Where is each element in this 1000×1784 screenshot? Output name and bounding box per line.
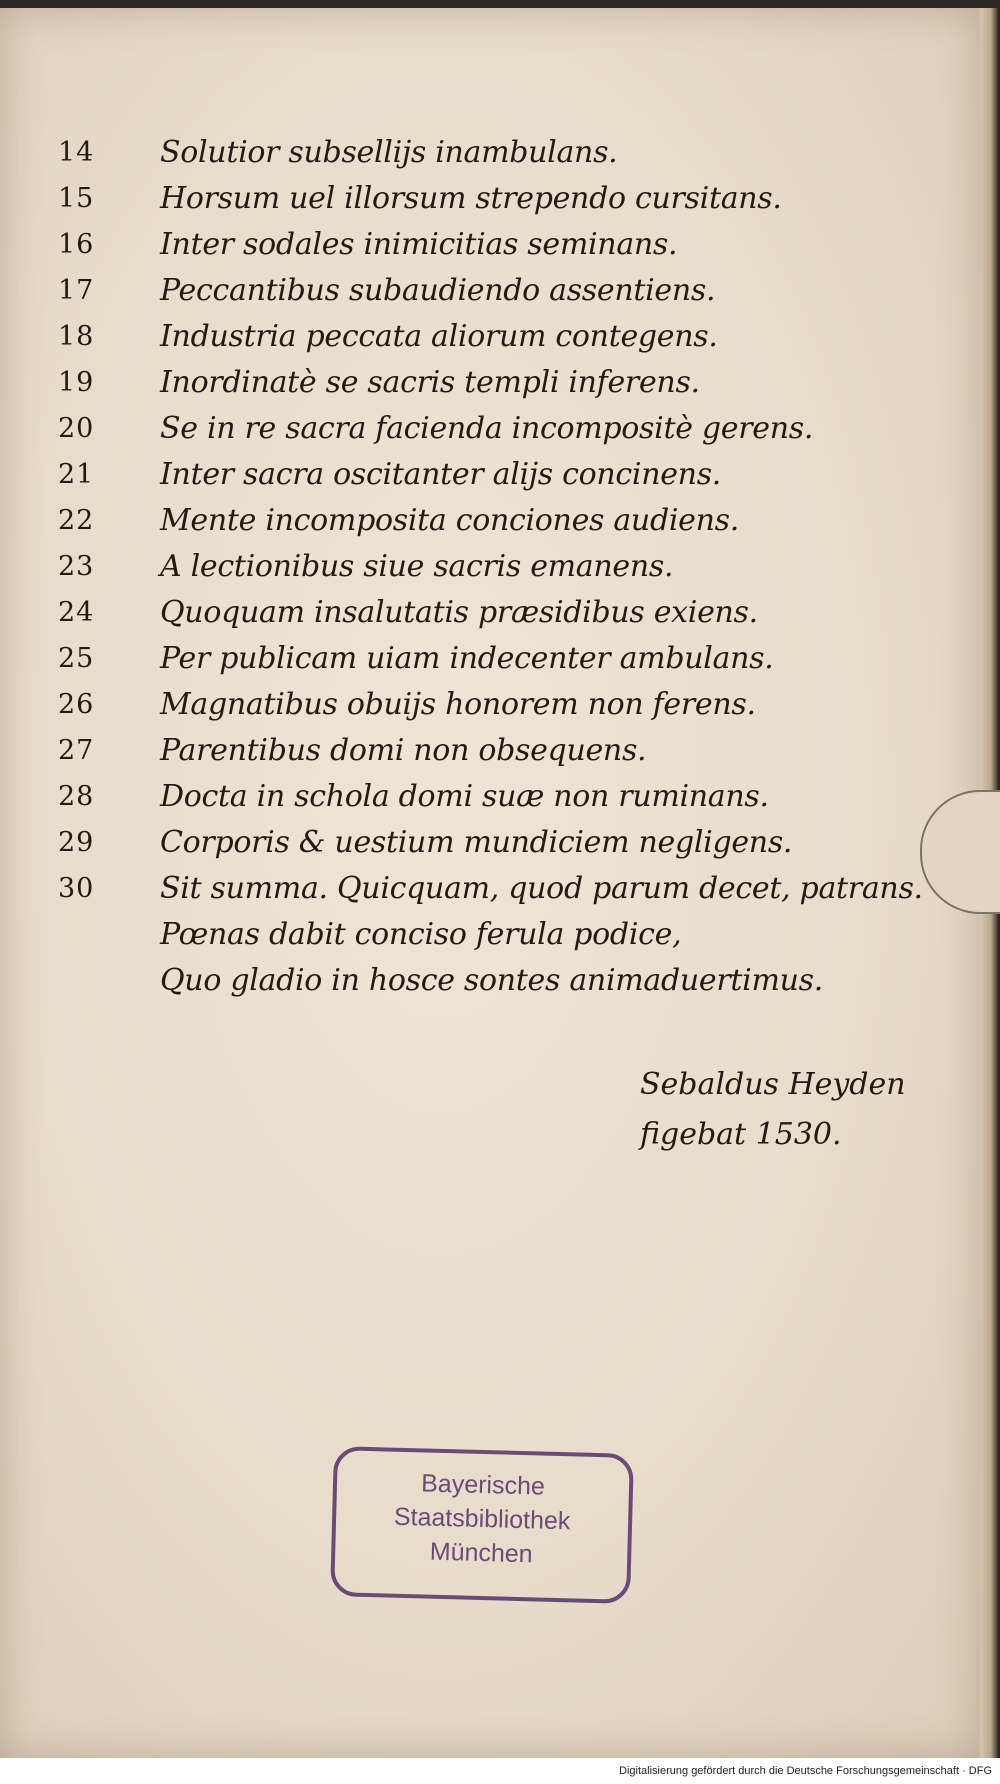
stamp-line-1: Bayerische (420, 1469, 546, 1501)
stamp-line-2: Staatsbibliothek (393, 1502, 571, 1536)
line-text: Inter sacra oscitanter alijs concinens. (160, 457, 722, 492)
line-number: 30 (58, 873, 95, 904)
line-text: Mente incomposita conciones audiens. (160, 503, 739, 538)
line-text: Parentibus domi non obsequens. (160, 733, 647, 768)
line-number: 26 (58, 689, 95, 720)
text-line (0, 360, 960, 406)
line-number: 17 (58, 275, 95, 306)
text-line (0, 544, 960, 590)
line-text: Se in re sacra facienda incompositè gerens. (160, 411, 814, 446)
line-number: 20 (58, 413, 95, 444)
line-text: Magnatibus obuijs honorem non ferens. (160, 687, 756, 722)
text-line (0, 958, 960, 1004)
line-number: 29 (58, 827, 95, 858)
line-number: 14 (58, 137, 95, 168)
text-line (0, 498, 960, 544)
line-text: Corporis & uestium mundiciem negligens. (160, 825, 793, 860)
stamp-line-3: München (429, 1537, 534, 1569)
library-stamp (330, 1446, 634, 1604)
line-number: 23 (58, 551, 95, 582)
text-line (0, 268, 960, 314)
line-text: Inter sodales inimicitias seminans. (160, 227, 678, 262)
text-line (0, 682, 960, 728)
text-line (0, 820, 960, 866)
line-text: Per publicam uiam indecenter ambulans. (160, 641, 774, 676)
line-text: Peccantibus subaudiendo assentiens. (160, 273, 716, 308)
text-line (0, 130, 960, 176)
line-text: Solutior subsellijs inambulans. (160, 135, 618, 170)
line-text: Sit summa. Quicquam, quod parum decet, patrans. (160, 871, 923, 906)
text-line (0, 452, 960, 498)
line-number: 24 (58, 597, 95, 628)
text-line (0, 314, 960, 360)
line-text: A lectionibus siue sacris emanens. (160, 549, 674, 584)
line-number: 16 (58, 229, 95, 260)
line-text: Inordinatè se sacris templi inferens. (160, 365, 700, 400)
signature-block (640, 1060, 906, 1160)
line-text: Quo gladio in hosce sontes animaduertimus. (160, 963, 823, 998)
text-line (0, 728, 960, 774)
text-line (0, 636, 960, 682)
text-line (0, 406, 960, 452)
line-number: 25 (58, 643, 95, 674)
line-text: Industria peccata aliorum contegens. (160, 319, 718, 354)
line-text: Horsum uel illorsum strependo cursitans. (160, 181, 782, 216)
line-number: 19 (58, 367, 95, 398)
line-number: 18 (58, 321, 95, 352)
line-number: 15 (58, 183, 95, 214)
text-line (0, 222, 960, 268)
text-line (0, 774, 960, 820)
footer-credit: Digitalisierung gefördert durch die Deutsche Forschungsgemeinschaft · DFG (619, 1765, 992, 1777)
text-line (0, 176, 960, 222)
text-line (0, 866, 960, 912)
line-text: Docta in schola domi suæ non ruminans. (160, 779, 769, 814)
text-line (0, 912, 960, 958)
signature-name: Sebaldus Heyden (640, 1067, 906, 1102)
line-text: Pœnas dabit conciso ferula podice, (160, 917, 682, 952)
line-number: 22 (58, 505, 95, 536)
text-line (0, 590, 960, 636)
line-number: 28 (58, 781, 95, 812)
line-text: Quoquam insalutatis præsidibus exiens. (160, 595, 758, 630)
text-body (0, 130, 960, 1004)
line-number: 21 (58, 459, 95, 490)
line-number: 27 (58, 735, 95, 766)
signature-date: figebat 1530. (640, 1117, 842, 1152)
